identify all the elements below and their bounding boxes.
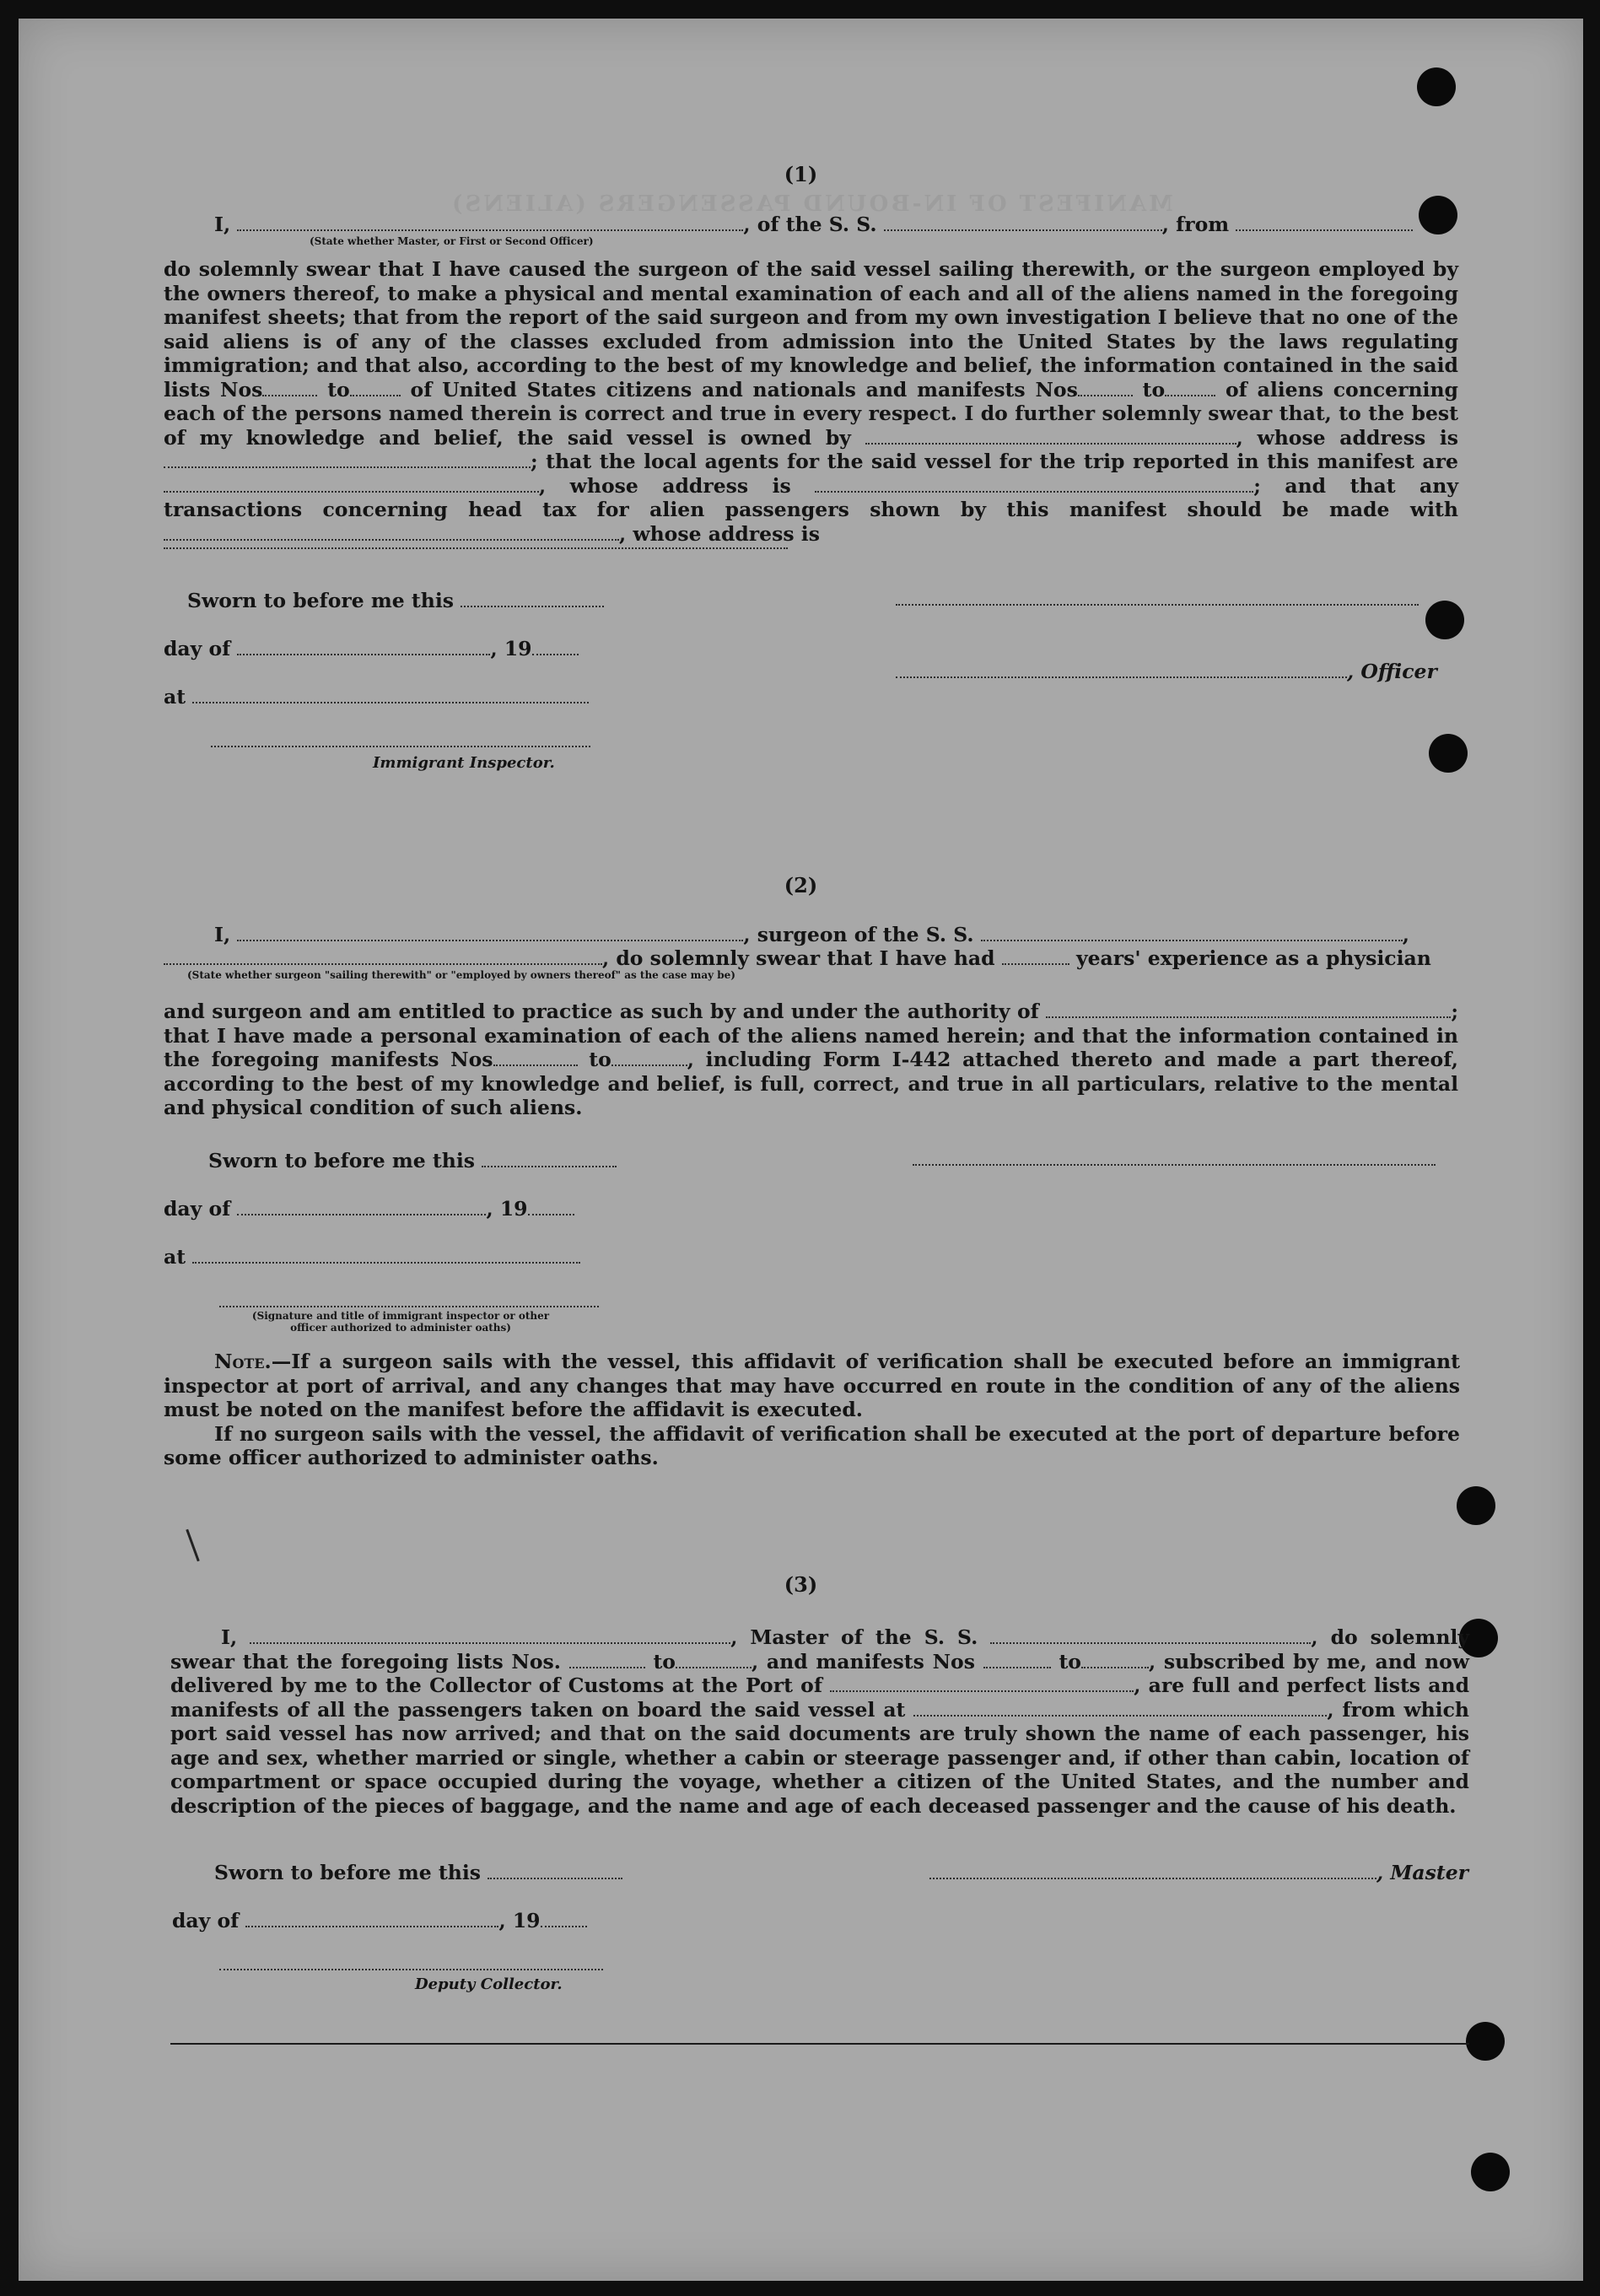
blank xyxy=(541,1911,587,1927)
blank-address xyxy=(164,451,531,468)
punch-hole xyxy=(1457,1486,1495,1525)
text: , 19 xyxy=(490,637,532,660)
text: , of the S. S. xyxy=(743,213,877,236)
sworn-line xyxy=(208,1149,617,1172)
text: , whose address is xyxy=(539,473,791,498)
inspector-label: Immigrant Inspector. xyxy=(373,754,555,772)
punch-hole xyxy=(1471,2153,1510,2191)
text: , do solemnly swear that the foregoing lists Nos. xyxy=(170,1625,1470,1673)
blank xyxy=(262,380,317,396)
blank xyxy=(1081,1652,1149,1668)
day-of-line xyxy=(164,1197,574,1221)
sworn-line xyxy=(214,1861,622,1884)
punch-hole xyxy=(1419,196,1457,234)
note-label: Note. xyxy=(214,1350,272,1373)
text: , surgeon of the S. S. xyxy=(743,923,974,946)
collector-signature-line xyxy=(219,1967,603,1970)
section-1-body xyxy=(164,257,1458,546)
text: Sworn to before me this xyxy=(214,1861,482,1884)
text: I, xyxy=(214,923,231,946)
text: at xyxy=(164,1245,186,1269)
text: , Master of the S. S. xyxy=(730,1625,978,1649)
at-line xyxy=(164,1245,580,1269)
blank xyxy=(676,1652,752,1668)
text: , 19 xyxy=(498,1909,541,1932)
punch-hole xyxy=(1429,734,1468,773)
blank-vessel xyxy=(884,214,1162,231)
text: , subscribed by me, and now delivered by me to the Collector of Customs at the Port of xyxy=(170,1649,1470,1697)
blank xyxy=(237,639,490,655)
text: , from xyxy=(1161,213,1230,236)
blank-agent-address xyxy=(815,476,1253,493)
punch-hole xyxy=(1417,67,1456,106)
text: to xyxy=(589,1048,611,1071)
officer-signature-line-upper xyxy=(896,602,1419,606)
blank xyxy=(983,1652,1051,1668)
blank xyxy=(611,1049,687,1066)
blank-authority xyxy=(1046,1001,1451,1018)
blank xyxy=(237,1199,486,1215)
blank-master xyxy=(250,1627,730,1644)
blank-vessel xyxy=(990,1627,1311,1644)
blank xyxy=(164,948,602,965)
text: to xyxy=(1059,1649,1081,1673)
inspector-signature-line xyxy=(219,1304,599,1307)
text: at xyxy=(164,685,186,709)
text: years' experience as a physician xyxy=(1075,946,1431,970)
text: , 19 xyxy=(486,1197,528,1221)
text: do solemnly swear that I have caused the surgeon of the said vessel sailing therewith, or the surgeon employed by the owners thereof, to make a physical and mental examination of each and all of the aliens named in the foregoing manifest sheets; that from the report of the said surgeon and from my own investigation I believe that no one of the said aliens is of any of the classes excluded from admission into the United States by the laws regulating immigration; and that also, according to the best of my knowledge and belief, the information contained in the said lists Nos xyxy=(164,257,1458,402)
section-1-number: (1) xyxy=(784,162,818,186)
blank-surgeon xyxy=(237,924,743,941)
officer-line xyxy=(896,660,1437,683)
blank xyxy=(1078,380,1133,396)
section-3-number: (3) xyxy=(784,1572,818,1597)
text: , and manifests Nos xyxy=(751,1649,975,1673)
blank-rank xyxy=(237,214,743,231)
text: and surgeon and am entitled to practice as such by and under the authority of xyxy=(164,1000,1039,1023)
text: I, xyxy=(214,213,231,236)
text: , do solemnly swear that I have had xyxy=(602,946,995,970)
punch-hole xyxy=(1425,601,1464,639)
blank xyxy=(245,1911,498,1927)
blank-years xyxy=(1002,948,1069,965)
master-line xyxy=(929,1861,1468,1884)
blank-port xyxy=(830,1675,1134,1692)
section-2-line2 xyxy=(164,946,1431,970)
day-of-line xyxy=(172,1909,587,1932)
blank xyxy=(488,1862,622,1879)
text: I, xyxy=(221,1625,238,1649)
blank xyxy=(350,380,401,396)
stray-mark xyxy=(186,1529,199,1562)
text: , whose address is xyxy=(619,521,820,546)
text: —If a surgeon sails with the vessel, this affidavit of verification shall be executed before an immigrant inspector at port of arrival, and any changes that may have occurred en route in the condition of any of the aliens must be noted on the manifest before the affidavit is executed. xyxy=(164,1350,1460,1421)
text: , Officer xyxy=(1347,660,1437,683)
blank xyxy=(192,687,589,703)
section-3-body xyxy=(170,1625,1469,1818)
section-2-caption: (State whether surgeon "sailing therewith" or "employed by owners thereof" as the case may be) xyxy=(187,969,735,981)
text: , Master xyxy=(1376,1861,1469,1884)
blank xyxy=(461,590,604,607)
document-page xyxy=(19,19,1583,2281)
text: to xyxy=(327,377,350,402)
blank xyxy=(532,639,579,655)
text: Sworn to before me this xyxy=(208,1149,476,1172)
section-2-note xyxy=(164,1350,1460,1470)
text: of aliens concerning each of the persons named therein is correct and true in every respect. I do further solemnly swear that, to the best of my knowledge and belief, the said vessel is owned by xyxy=(164,377,1458,450)
inspector-signature-line xyxy=(211,744,590,747)
text: ; and that any transactions concerning head tax for alien passengers shown by this manifest should be made with xyxy=(164,473,1459,521)
text: If no surgeon sails with the vessel, the affidavit of verification shall be executed at the port of departure before some officer authorized to administer oaths. xyxy=(164,1421,1460,1469)
blank xyxy=(482,1151,617,1167)
section-1-line1 xyxy=(214,213,1413,236)
section-2-body xyxy=(164,1000,1458,1120)
blank-boarding-port xyxy=(913,1700,1327,1717)
section-2-number: (2) xyxy=(784,873,818,897)
section-1-caption: (State whether Master, or First or Second Officer) xyxy=(310,235,594,247)
text: day of xyxy=(164,1197,231,1221)
officer-signature-line xyxy=(913,1162,1436,1166)
section-2-line1: I, , surgeon of the S. S. , xyxy=(214,923,1409,946)
blank-owner xyxy=(865,428,1236,445)
blank-vessel xyxy=(981,924,1403,941)
blank xyxy=(896,661,1347,678)
text: , whose address is xyxy=(1236,425,1459,450)
text: ; that the local agents for the said vessel for the trip reported in this manifest are xyxy=(531,450,1458,473)
text: of United States citizens and nationals and manifests Nos xyxy=(410,377,1078,402)
blank-agents xyxy=(164,476,539,493)
at-line xyxy=(164,685,589,709)
collector-label: Deputy Collector. xyxy=(415,1975,563,1993)
sworn-line xyxy=(187,589,604,612)
punch-hole xyxy=(1466,2022,1505,2061)
blank xyxy=(192,1247,580,1264)
signature-caption: (Signature and title of immigrant inspector or other officer authorized to administer oaths) xyxy=(251,1310,550,1334)
blank xyxy=(528,1199,574,1215)
blank-from xyxy=(1236,214,1413,231)
bleed-through-title: MANIFEST OF IN-BOUND PASSENGERS (ALIENS) xyxy=(450,191,1173,217)
address-line xyxy=(164,546,788,549)
text: , are full and perfect lists and manifests of all the passengers taken on board the said vessel at xyxy=(170,1673,1469,1722)
text: , from which port said vessel has now arrived; and that on the said documents are truly shown the name of each passenger, his age and sex, whether married or single, whether a cabin or steerage passenger and, if other than cabin, location of compartment or space occupied during the voyage, whether a citizen of the United States, and the number and description of the pieces of baggage, and the name and age of each deceased passenger and the cause of his death. xyxy=(170,1697,1469,1818)
blank xyxy=(493,1049,578,1066)
blank xyxy=(929,1862,1376,1879)
text: Sworn to before me this xyxy=(187,589,455,612)
blank-tax-agent xyxy=(164,524,619,541)
text: ; that I have made a personal examination of each of the aliens named herein; and that the information contained in the foregoing manifests Nos xyxy=(164,1000,1458,1071)
blank xyxy=(569,1652,645,1668)
text: day of xyxy=(164,637,231,660)
text: to xyxy=(1142,377,1166,402)
day-of-line xyxy=(164,637,579,660)
text: to xyxy=(653,1649,676,1673)
bottom-rule xyxy=(170,2043,1469,2045)
blank xyxy=(1165,380,1215,396)
text: , including Form I-442 attached thereto and made a part thereof, according to the best of my knowledge and belief, is full, correct, and true in all particulars, relative to the mental and physical condition of such aliens. xyxy=(164,1048,1458,1119)
text: day of xyxy=(172,1909,240,1932)
